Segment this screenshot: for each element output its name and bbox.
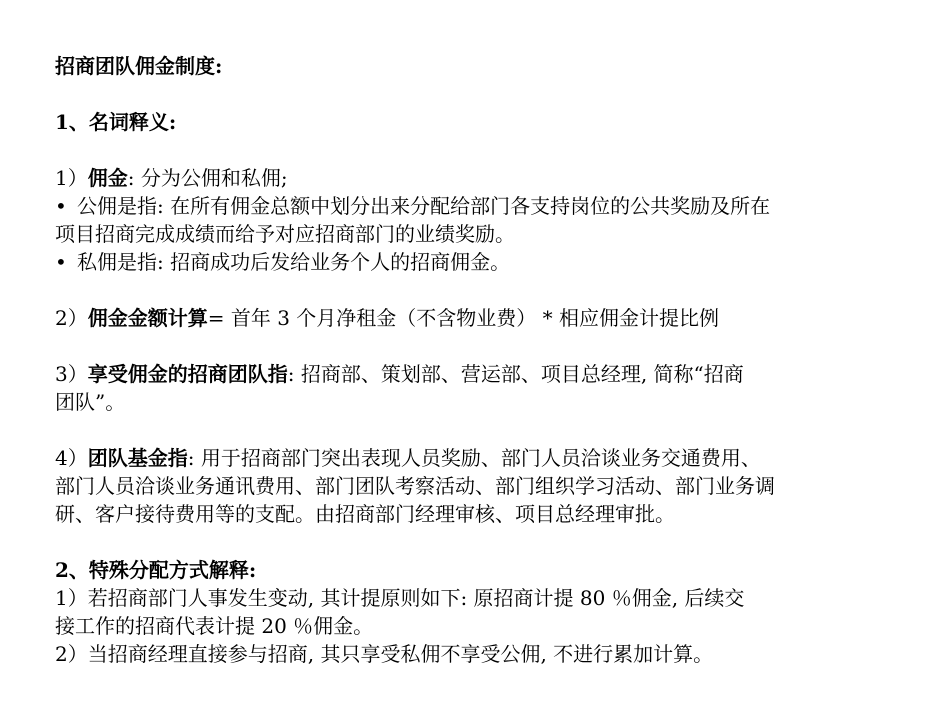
bullet-public-commission-cont: 项目招商完成成绩而给予对应招商部门的业绩奖励。 xyxy=(55,222,515,246)
item-4-team-fund-cont: 部门人员洽谈业务通讯费用、部门团队考察活动、部门组织学习活动、部门业务调 xyxy=(55,474,775,498)
item-term: 享受佣金的招商团队指 xyxy=(87,362,288,386)
bullet-text: 公佣是指: 在所有佣金总额中划分出来分配给部门各支持岗位的公共奖励及所在 xyxy=(77,194,771,218)
spacer xyxy=(55,332,915,360)
section-2-item-1-cont: 接工作的招商代表计提 20 ％佣金。 xyxy=(55,614,374,638)
item-term: 佣金 xyxy=(87,166,128,190)
item-text: = 首年 3 个月净租金（不含物业费） * 相应佣金计提比例 xyxy=(207,306,720,330)
item-term: 佣金金额计算 xyxy=(87,306,208,330)
section-2-heading: 2、特殊分配方式解释: xyxy=(55,558,257,582)
item-2-amount-calculation xyxy=(55,304,915,332)
item-number: 1） xyxy=(55,166,88,190)
bullet-icon: • xyxy=(55,250,67,274)
section-2-item-2: 2）当招商经理直接参与招商, 其只享受私佣不享受公佣, 不进行累加计算。 xyxy=(55,642,714,666)
spacer xyxy=(55,80,915,108)
section-1-heading: 1、名词释义: xyxy=(55,110,177,134)
bullet-public-commission xyxy=(55,192,915,220)
item-number: 4） xyxy=(55,446,88,470)
spacer xyxy=(55,276,915,304)
item-number: 2） xyxy=(55,306,88,330)
bullet-private-commission xyxy=(55,248,915,276)
section-2-item-1: 1）若招商部门人事发生变动, 其计提原则如下: 原招商计提 80 ％佣金, 后续交 xyxy=(55,586,745,610)
bullet-text: 私佣是指: 招商成功后发给业务个人的招商佣金。 xyxy=(77,250,511,274)
item-text: : 招商部、策划部、营运部、项目总经理, 简称“招商 xyxy=(287,362,744,386)
item-3-team-definition-cont: 团队”。 xyxy=(55,390,126,414)
document-title: 招商团队佣金制度: xyxy=(55,54,223,78)
spacer xyxy=(55,528,915,556)
bullet-icon: • xyxy=(55,194,67,218)
item-text: : 分为公佣和私佣; xyxy=(127,166,288,190)
item-term: 团队基金指 xyxy=(87,446,188,470)
item-number: 3） xyxy=(55,362,88,386)
item-4-team-fund-cont: 研、客户接待费用等的支配。由招商部门经理审核、项目总经理审批。 xyxy=(55,502,675,526)
spacer xyxy=(55,416,915,444)
item-1-commission xyxy=(55,164,915,192)
item-4-team-fund xyxy=(55,444,915,472)
spacer xyxy=(55,136,915,164)
item-text: : 用于招商部门突出表现人员奖励、部门人员洽谈业务交通费用、 xyxy=(187,446,761,470)
document-body xyxy=(55,52,915,668)
item-3-team-definition xyxy=(55,360,915,388)
